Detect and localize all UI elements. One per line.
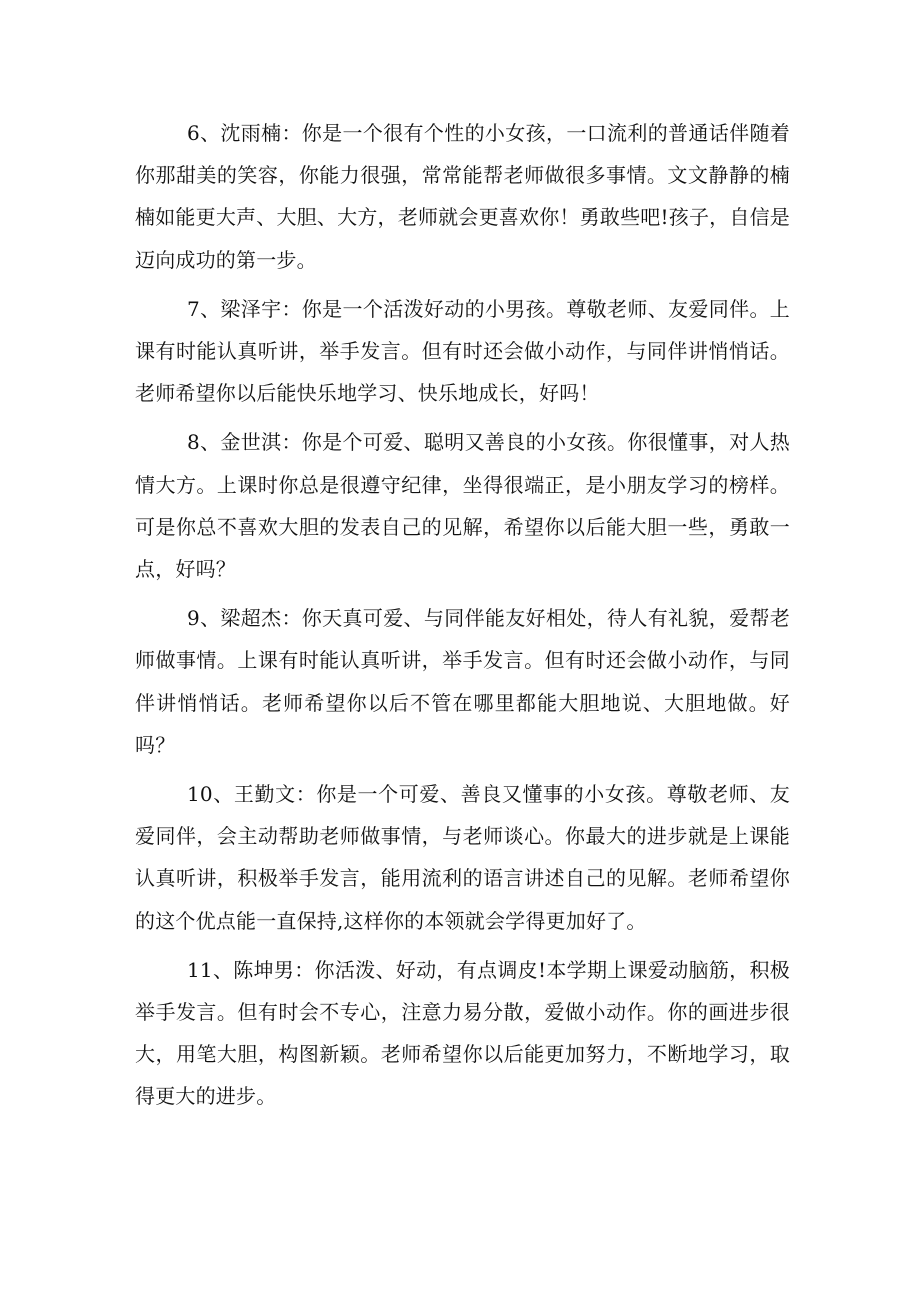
comment-paragraph-9: 9、梁超杰：你天真可爱、与同伴能友好相处，待人有礼貌，爱帮老师做事情。上课有时能认真听讲，举手发言。但有时还会做小动作，与同伴讲悄悄话。老师希望你以后不管在哪里都能大胆地说、大胆地做。好吗？ bbox=[135, 606, 790, 757]
comment-paragraph-11: 11、陈坤男：你活泼、好动，有点调皮!本学期上课爱动脑筋，积极举手发言。但有时会不专心，注意力易分散，爱做小动作。你的画进步很大，用笔大胆，构图新颖。老师希望你以后能更加努力，不断地学习，取得更大的进步。 bbox=[135, 957, 790, 1109]
comment-paragraph-6: 6、沈雨楠：你是一个很有个性的小女孩，一口流利的普通话伴随着你那甜美的笑容，你能力很强，常常能帮老师做很多事情。文文静静的楠楠如能更大声、大胆、大方，老师就会更喜欢你！勇敢些吧!孩子，自信是迈向成功的第一步。 bbox=[135, 121, 790, 272]
comment-paragraph-8: 8、金世淇：你是个可爱、聪明又善良的小女孩。你很懂事，对人热情大方。上课时你总是很遵守纪律，坐得很端正，是小朋友学习的榜样。可是你总不喜欢大胆的发表自己的见解，希望你以后能大胆一些，勇敢一点，好吗？ bbox=[135, 430, 790, 582]
comment-paragraph-7: 7、梁泽宇：你是一个活泼好动的小男孩。尊敬老师、友爱同伴。上课有时能认真听讲，举手发言。但有时还会做小动作，与同伴讲悄悄话。老师希望你以后能快乐地学习、快乐地成长，好吗！ bbox=[135, 296, 790, 406]
comment-paragraph-10: 10、王勤文：你是一个可爱、善良又懂事的小女孩。尊敬老师、友爱同伴，会主动帮助老师做事情，与老师谈心。你最大的进步就是上课能认真听讲，积极举手发言，能用流利的语言讲述自己的见解。老师希望你的这个优点能一直保持,这样你的本领就会学得更加好了。 bbox=[135, 782, 790, 933]
document-body bbox=[135, 112, 790, 1125]
